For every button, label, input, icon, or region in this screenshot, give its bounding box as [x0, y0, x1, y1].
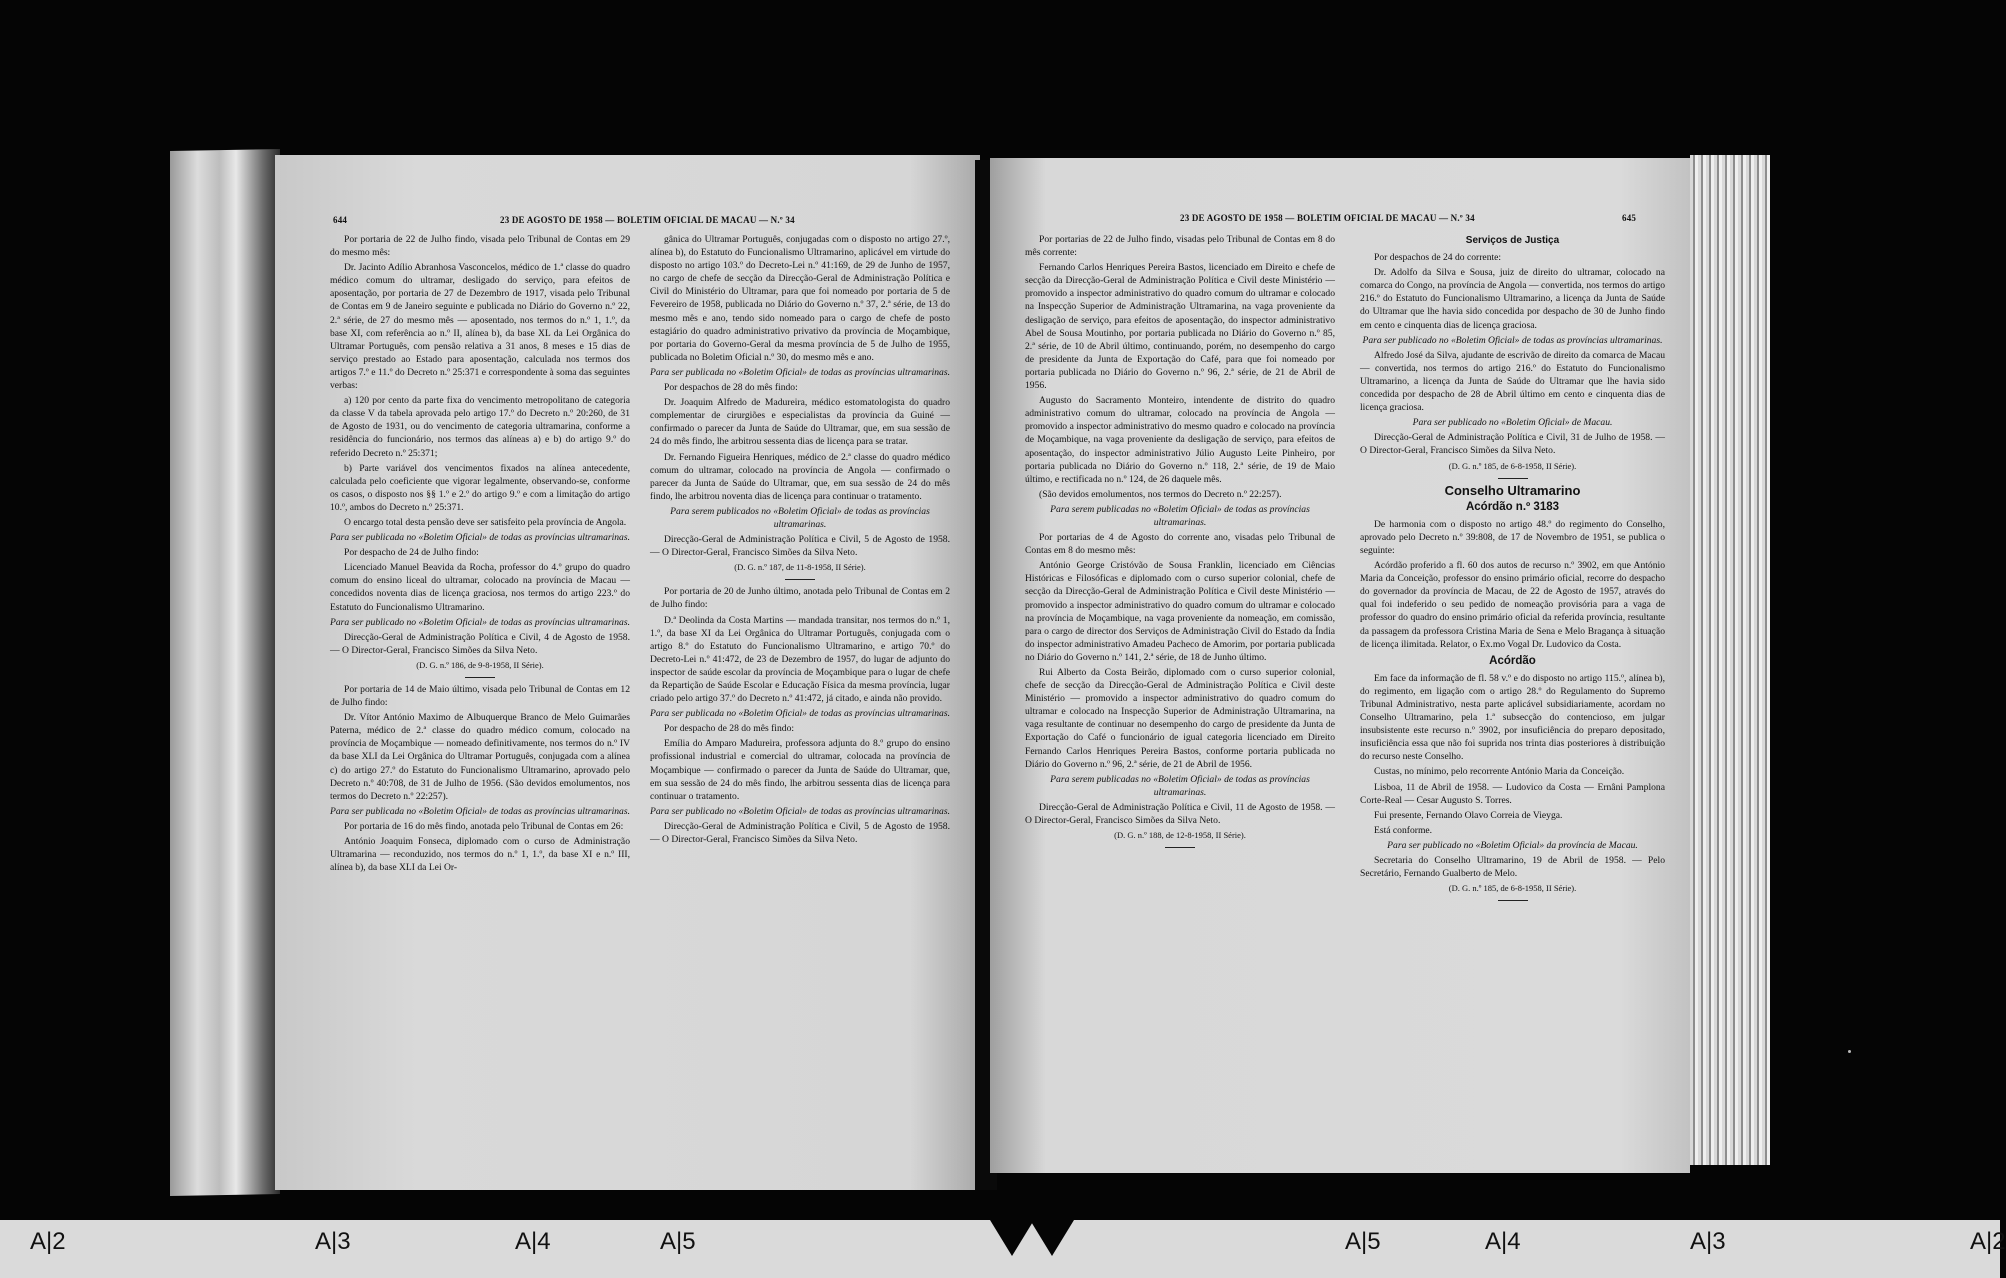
- paragraph: Para ser publicado no «Boletim Oficial» de todas as províncias ultramarinas.: [1362, 334, 1663, 346]
- paragraph: De harmonia com o disposto no artigo 48.º do regimento do Conselho, aprovado pelo Decreto n.º 39:808, de 17 de Novembro de 1951, se publica o seguinte:: [1360, 518, 1665, 556]
- paragraph: a) 120 por cento da parte fixa do vencimento metropolitano de categoria da classe V da tabela aprovada pelo artigo 17.º do Decreto n.º 20:260, de 31 de Agosto de 1931, ou do vencimento de categoria ultramarina, conforme a residência do funcionário, nos termos das alíneas a) e b) do artigo 9.º do referido Decreto n.º 25:371;: [330, 395, 630, 459]
- paragraph: Para ser publicado no «Boletim Oficial» de todas as províncias ultramarinas.: [330, 616, 630, 628]
- paragraph: Licenciado Manuel Beavida da Rocha, professor do 4.º grupo do quadro comum do ensino liceal do ultramar, colocado na província de Macau — concedidos noventa dias de licença graciosa, nos termos do artigo 223.º do Estatuto do Funcionalismo Ultramarino.: [330, 562, 630, 613]
- section-divider: [1498, 478, 1528, 479]
- paragraph: (D. G. n.º 186, de 9-8-1958, II Série).: [416, 659, 544, 670]
- paragraph: Emília do Amparo Madureira, professora adjunta do 8.º grupo do ensino profissional industrial e comercial do ultramar, colocada na província de Moçambique — confirmado o parecer da Junta de Saúde do Ultramar, que, em sua sessão de 24 do mês findo, lhe arbitrou sessenta dias de licença para continuar o tratamento.: [650, 738, 950, 802]
- right-page-header: 23 DE AGOSTO DE 1958 — BOLETIM OFICIAL DE MACAU — N.º 34: [1180, 213, 1475, 223]
- paragraph: Rui Alberto da Costa Beirão, diplomado com o curso superior colonial, chefe de secção da Direcção-Geral de Administração Política e Civil deste Ministério — promovido a inspector administrativo do quadro comum do ultramar e colocado na Inspecção Superior de Administração Ultramarina, na vaga resultante de continuar no desempenho do cargo de presidente da Junta de Exportação do Café o funcionário de igual categoria licenciado em Direito Fernando Carlos Henriques Pereira Bastos, conforme portaria publicada no Diário do Governo n.º 96, 2.ª série, de 21 de Abril de 1956.: [1025, 667, 1335, 770]
- paragraph: Para ser publicado no «Boletim Oficial» de todas as províncias ultramarinas.: [650, 805, 950, 817]
- paragraph: Direcção-Geral de Administração Política e Civil, 11 de Agosto de 1958. — O Director-Geral, Francisco Simões da Silva Neto.: [1025, 801, 1335, 827]
- paragraph: Por despachos de 24 do corrente:: [1374, 252, 1502, 264]
- paragraph: Dr. Adolfo da Silva e Sousa, juiz de direito do ultramar, colocado na comarca do Congo, na província de Angola — convertida, nos termos do artigo 216.º do Estatuto do Funcionalismo Ultramarino, a licença da Junta de Saúde do Ultramar que lhe havia sido concedida por despacho de 30 de Junho findo em cento e cinquenta dias de licença graciosa.: [1360, 267, 1665, 331]
- film-mark: A|4: [515, 1228, 551, 1255]
- book-left-page-edges: [170, 149, 280, 1196]
- film-mark: A|2: [1970, 1228, 2006, 1255]
- film-strip-notch: [1030, 1220, 1074, 1256]
- paragraph: Fui presente, Fernando Olavo Correia de Vieyga.: [1374, 809, 1563, 821]
- film-mark: A|3: [315, 1228, 351, 1255]
- accord-subheading: Acórdão: [1489, 654, 1536, 667]
- accord-text: [1360, 518, 1665, 651]
- paragraph: Por portaria de 20 de Junho último, anotada pelo Tribunal de Contas em 2 de Julho findo:: [650, 586, 950, 611]
- left-column-1: [330, 233, 630, 876]
- paragraph: Direcção-Geral de Administração Política e Civil, 31 de Julho de 1958. — O Director-Geral, Francisco Simões da Silva Neto.: [1360, 432, 1665, 457]
- paragraph: Fernando Carlos Henriques Pereira Bastos, licenciado em Direito e chefe de secção da Direcção-Geral de Administração Política e Civil deste Ministério — promovido a inspector administrativo do quadro comum do ultramar e colocado na Inspecção Superior de Administração Ultramarina, na vaga proveniente da desligação de serviço, para efeitos de aposentação, do inspector administrativo Abel de Sousa Moutinho, por portaria publicada no Diário do Governo n.º 85, 2.ª série, de 10 de Abril último, continuando, porém, no desempenho do cargo de presidente da Junta de Exportação do Café, para que foi nomeado por portaria publicada no Diário do Governo n.º 96, 2.ª série, de 21 de Abril de 1956.: [1025, 262, 1335, 392]
- paragraph: Para ser publicada no «Boletim Oficial» de todas as províncias ultramarinas.: [330, 805, 630, 817]
- paragraph: Por portarias de 22 de Julho findo, visadas pelo Tribunal de Contas em 8 do mês corrente:: [1025, 234, 1335, 259]
- paragraph: António Joaquim Fonseca, diplomado com o curso de Administração Ultramarina — reconduzido, nos termos do n.º 1, 1.º, da base XI e n.º III, alínea b), da base XLI da Lei Or-: [330, 836, 630, 874]
- paragraph: Por portarias de 4 de Agosto do corrente ano, visadas pelo Tribunal de Contas em 8 do mesmo mês:: [1025, 532, 1335, 557]
- book-right-page-edges: [1690, 155, 1770, 1165]
- paragraph: Por despacho de 28 do mês findo:: [664, 723, 795, 735]
- paragraph: Augusto do Sacramento Monteiro, intendente de distrito do quadro administrativo comum do ultramar, colocado na província de Angola — promovido a inspector administrativo do mesmo quadro e colocado na província de Moçambique, na vaga proveniente da desligação de serviço, para efeitos de aposentação, do inspector administrativo Júlio Augusto Leite Pinheiro, por portaria publicada no Diário do Governo n.º 118, 2.ª série, de 19 de Maio último, e rectificada no n.º 124, de 26 daquele mês.: [1025, 395, 1335, 485]
- right-column-1: [1025, 233, 1335, 853]
- paragraph: gânica do Ultramar Português, conjugadas com o disposto no artigo 27.º, alínea b), do Estatuto do Funcionalismo Ultramarino, aplicável em virtude do disposto no artigo 103.º do Decreto-Lei n.º 41:169, de 29 de Junho de 1957, no cargo de chefe de secção da Direcção-Geral de Administração Política e Civil do Ministério do Ultramar, para que foi nomeado por portaria de 5 de Fevereiro de 1958, publicada no Diário do Governo n.º 37, 2.ª série, de 13 do mesmo mês e ano, tendo sido nomeado para o cargo de chefe de posto estagiário do quadro administrativo privativo da província de Moçambique, por portaria do Governo-Geral da mesma província de 5 de Julho de 1955, publicada no Boletim Oficial n.º 30, do mesmo mês e ano.: [650, 234, 950, 363]
- paragraph: D.ª Deolinda da Costa Martins — mandada transitar, nos termos do n.º 1, 1.º, da base XI da Lei Orgânica do Ultramar Português, conjugada com o artigo 8.º do Estatuto do Funcionalismo Ultramarino, e artigo 70.º do Decreto-Lei n.º 41:472, de 23 de Dezembro de 1957, do lugar de adjunto do inspector de saúde escolar da província de Moçambique para o lugar de chefe da Repartição de Saúde Escolar e Educação Física da mesma província, lugar criado pelo artigo 37.º do Decreto n.º 41:472, já citado, e ainda não provido.: [650, 614, 950, 705]
- paragraph: Lisboa, 11 de Abril de 1958. — Ludovico da Costa — Ernâni Pamplona Corte-Real — Cesar Augusto S. Torres.: [1360, 781, 1665, 806]
- paragraph: (D. G. n.º 185, de 6-8-1958, II Série).: [1448, 883, 1577, 894]
- paragraph: Direcção-Geral de Administração Política e Civil, 5 de Agosto de 1958. — O Director-Geral, Francisco Simões da Silva Neto.: [650, 534, 950, 559]
- paragraph: Por portaria de 22 de Julho findo, visada pelo Tribunal de Contas em 29 do mesmo mês:: [330, 234, 630, 259]
- paragraph: Acórdão proferido a fl. 60 dos autos de recurso n.º 3902, em que António Maria da Conceição, professor do ensino primário oficial, recorre do despacho do governador da província de Macau, de 22 de Agosto de 1957, através do qual foi indeferido o seu pedido de nomeação provisória para a vaga de professor do quadro do ensino primário oficial da referida província, resultante da passagem da professora Cristina Maria de Sena e Melo Bragança à situação de licença ilimitada. Relator, o Ex.mo Vogal Dr. Ludovico da Costa.: [1360, 560, 1665, 650]
- paragraph: Para ser publicado no «Boletim Oficial» de Macau.: [1412, 417, 1613, 429]
- paragraph: Para ser publicada no «Boletim Oficial» de todas as províncias ultramarinas.: [650, 366, 950, 378]
- right-column-2: [1360, 230, 1665, 906]
- film-speck: [1848, 1050, 1851, 1053]
- accord-number-heading: Acórdão n.º 3183: [1465, 500, 1560, 513]
- paragraph: Para ser publicada no «Boletim Oficial» de todas as províncias ultramarinas.: [330, 532, 630, 544]
- paragraph: O encargo total desta pensão deve ser satisfeito pela província de Angola.: [344, 516, 627, 528]
- paragraph: Para ser publicada no «Boletim Oficial» de todas as províncias ultramarinas.: [650, 708, 950, 720]
- justice-services-heading: Serviços de Justiça: [1465, 235, 1560, 246]
- paragraph: Direcção-Geral de Administração Política e Civil, 5 de Agosto de 1958. — O Director-Geral, Francisco Simões da Silva Neto.: [650, 820, 950, 846]
- film-mark: A|2: [30, 1228, 66, 1255]
- film-mark: A|5: [1345, 1228, 1381, 1255]
- paragraph: Para serem publicadas no «Boletim Oficial» de todas as províncias ultramarinas.: [1050, 503, 1310, 528]
- paragraph: Custas, no mínimo, pelo recorrente António Maria da Conceição.: [1374, 766, 1625, 778]
- justice-services-text: [1360, 251, 1665, 479]
- section-divider: [785, 579, 815, 580]
- paragraph: Por portaria de 14 de Maio último, visada pelo Tribunal de Contas em 12 de Julho findo:: [330, 684, 630, 709]
- paragraph: Dr. Jacinto Adílio Abranhosa Vasconcelos, médico de 1.ª classe do quadro médico comum do ultramar, desligado do serviço, para efeitos de aposentação, por portaria de 27 de Dezembro de 1917, visada pelo Tribunal de Contas em 9 de Janeiro seguinte e publicada no Diário do Governo n.º 22, 2.ª série, de 27 do mesmo mês — aposentado, nos termos do n.º 1, 1.º, da base XI, com referência ao n.º II, alínea b), da base XL da Lei Orgânica do Ultramar Português, com pensão relativa a 31 anos, 8 meses e 15 dias de serviço prestado ao Estado para aposentação, calculada nos termos dos artigos 7.º e 11.º do Decreto n.º 25:371 e correspondente à soma das seguintes verbas:: [330, 262, 630, 392]
- paragraph: Em face da informação de fl. 58 v.º e do disposto no artigo 115.º, alínea b), do regimento, em ligação com o artigo 28.º do Regulamento do Supremo Tribunal Administrativo, nesta parte aplicável subsidiariamente, acordam no Conselho Ultramarino, pela 1.ª subsecção do contencioso, em julgar insubsistente este recurso n.º 3902, por insuficiência do preparo depositado, insuficiência essa que não foi suprida nos trinta dias posteriores à distribuição do recurso neste Conselho.: [1360, 672, 1665, 763]
- left-page-header: 23 DE AGOSTO DE 1958 — BOLETIM OFICIAL DE MACAU — N.º 34: [500, 215, 795, 225]
- paragraph: António George Cristóvão de Sousa Franklin, licenciado em Ciências Históricas e Filosóficas e diplomado com o curso superior colonial, chefe de secção da Direcção-Geral de Administração Política e Civil deste Ministério — promovido a inspector administrativo do quadro comum do ultramar e colocado na província de Moçambique, na vaga proveniente da nomeação, em comissão, para o cargo de director dos Serviços de Administração Civil do Estado da Índia do inspector administrativo Amadeu Pacheco de Amorim, por portaria publicada no Diário do Governo n.º 141, 2.ª série, de 18 de Junho último.: [1025, 560, 1335, 663]
- paragraph: b) Parte variável dos vencimentos fixados na alínea antecedente, calculada pelo coeficiente que vigorar legalmente, observando-se, conforme os casos, o disposto nos §§ 1.º e 2.º do artigo 9.º e com a limitação do artigo 10.º, ambos do Decreto n.º 25:371.: [330, 462, 630, 513]
- council-heading: Conselho Ultramarino: [1444, 482, 1581, 498]
- right-page-number: 645: [1622, 213, 1637, 223]
- paragraph: (D. G. n.º 187, de 11-8-1958, II Série).: [734, 562, 866, 573]
- paragraph: Por portaria de 16 do mês findo, anotada pelo Tribunal de Contas em 26:: [344, 820, 624, 832]
- paragraph: Direcção-Geral de Administração Política e Civil, 4 de Agosto de 1958. — O Director-Geral, Francisco Simões da Silva Neto.: [330, 631, 630, 656]
- paragraph: Dr. Joaquim Alfredo de Madureira, médico estomatologista do quadro complementar de cirurgiões e especialistas da província da Guiné — confirmado o parecer da Junta de Saúde do Ultramar, que, em sua sessão de 24 do mês findo, lhe arbitrou sessenta dias de licença para se tratar.: [650, 397, 950, 448]
- paragraph: Secretaria do Conselho Ultramarino, 19 de Abril de 1958. — Pelo Secretário, Fernando Gualberto de Melo.: [1360, 855, 1665, 880]
- film-mark: A|4: [1485, 1228, 1521, 1255]
- paragraph: Dr. Fernando Figueira Henriques, médico de 2.ª classe do quadro médico comum do ultramar, colocado na província de Angola — confirmado o parecer da Junta de Saúde do Ultramar, que, em sua sessão de 24 do mês findo, lhe arbitrou noventa dias de licença para continuar o tratamento.: [650, 451, 950, 502]
- right-page: [990, 158, 1690, 1173]
- paragraph: Por despachos de 28 do mês findo:: [664, 382, 798, 394]
- left-column-2: [650, 233, 950, 848]
- accord-decision-text: [1360, 672, 1665, 902]
- paragraph: (D. G. n.º 185, de 6-8-1958, II Série).: [1448, 460, 1577, 471]
- film-mark: A|3: [1690, 1228, 1726, 1255]
- paragraph: Dr. Vítor António Maximo de Albuquerque Branco de Melo Guimarães Paterna, médico de 2.ª classe do quadro médico comum, colocado na província de Moçambique — nomeado definitivamente, nos termos do n.º IV da base XLI da Lei Orgânica do Ultramar Português, conjugada com a alínea c) do artigo 27.º do Estatuto do Funcionalismo Ultramarino, aprovado pelo Decreto n.º 40:708, de 31 de Julho de 1956. (São devidos emolumentos, nos termos do Decreto n.º 22:257).: [330, 712, 630, 802]
- paragraph: Para ser publicado no «Boletim Oficial» da província de Macau.: [1387, 839, 1638, 851]
- section-divider: [465, 677, 495, 678]
- left-page-number: 644: [333, 215, 348, 225]
- paragraph: Alfredo José da Silva, ajudante de escrivão de direito da comarca de Macau — convertida, nos termos do artigo 216.º do Estatuto do Funcionalismo Ultramarino, a licença da Junta de Saúde do Ultramar que lhe havia sido concedida por despacho de 28 de Abril último em cento e cinquenta dias de licença graciosa.: [1360, 349, 1665, 414]
- left-page: [275, 155, 980, 1190]
- paragraph: Está conforme.: [1374, 824, 1433, 836]
- paragraph: (São devidos emolumentos, nos termos do Decreto n.º 22:257).: [1039, 488, 1282, 500]
- film-strip-notch: [990, 1220, 1034, 1256]
- section-divider: [1165, 847, 1195, 848]
- paragraph: Por despacho de 24 de Julho findo:: [344, 547, 479, 559]
- paragraph: Para serem publicadas no «Boletim Oficial» de todas as províncias ultramarinas.: [1050, 773, 1310, 798]
- section-divider: [1498, 900, 1528, 901]
- paragraph: (D. G. n.º 188, de 12-8-1958, II Série).: [1114, 830, 1246, 841]
- film-mark: A|5: [660, 1228, 696, 1255]
- paragraph: Para serem publicados no «Boletim Oficial» de todas as províncias ultramarinas.: [670, 505, 930, 530]
